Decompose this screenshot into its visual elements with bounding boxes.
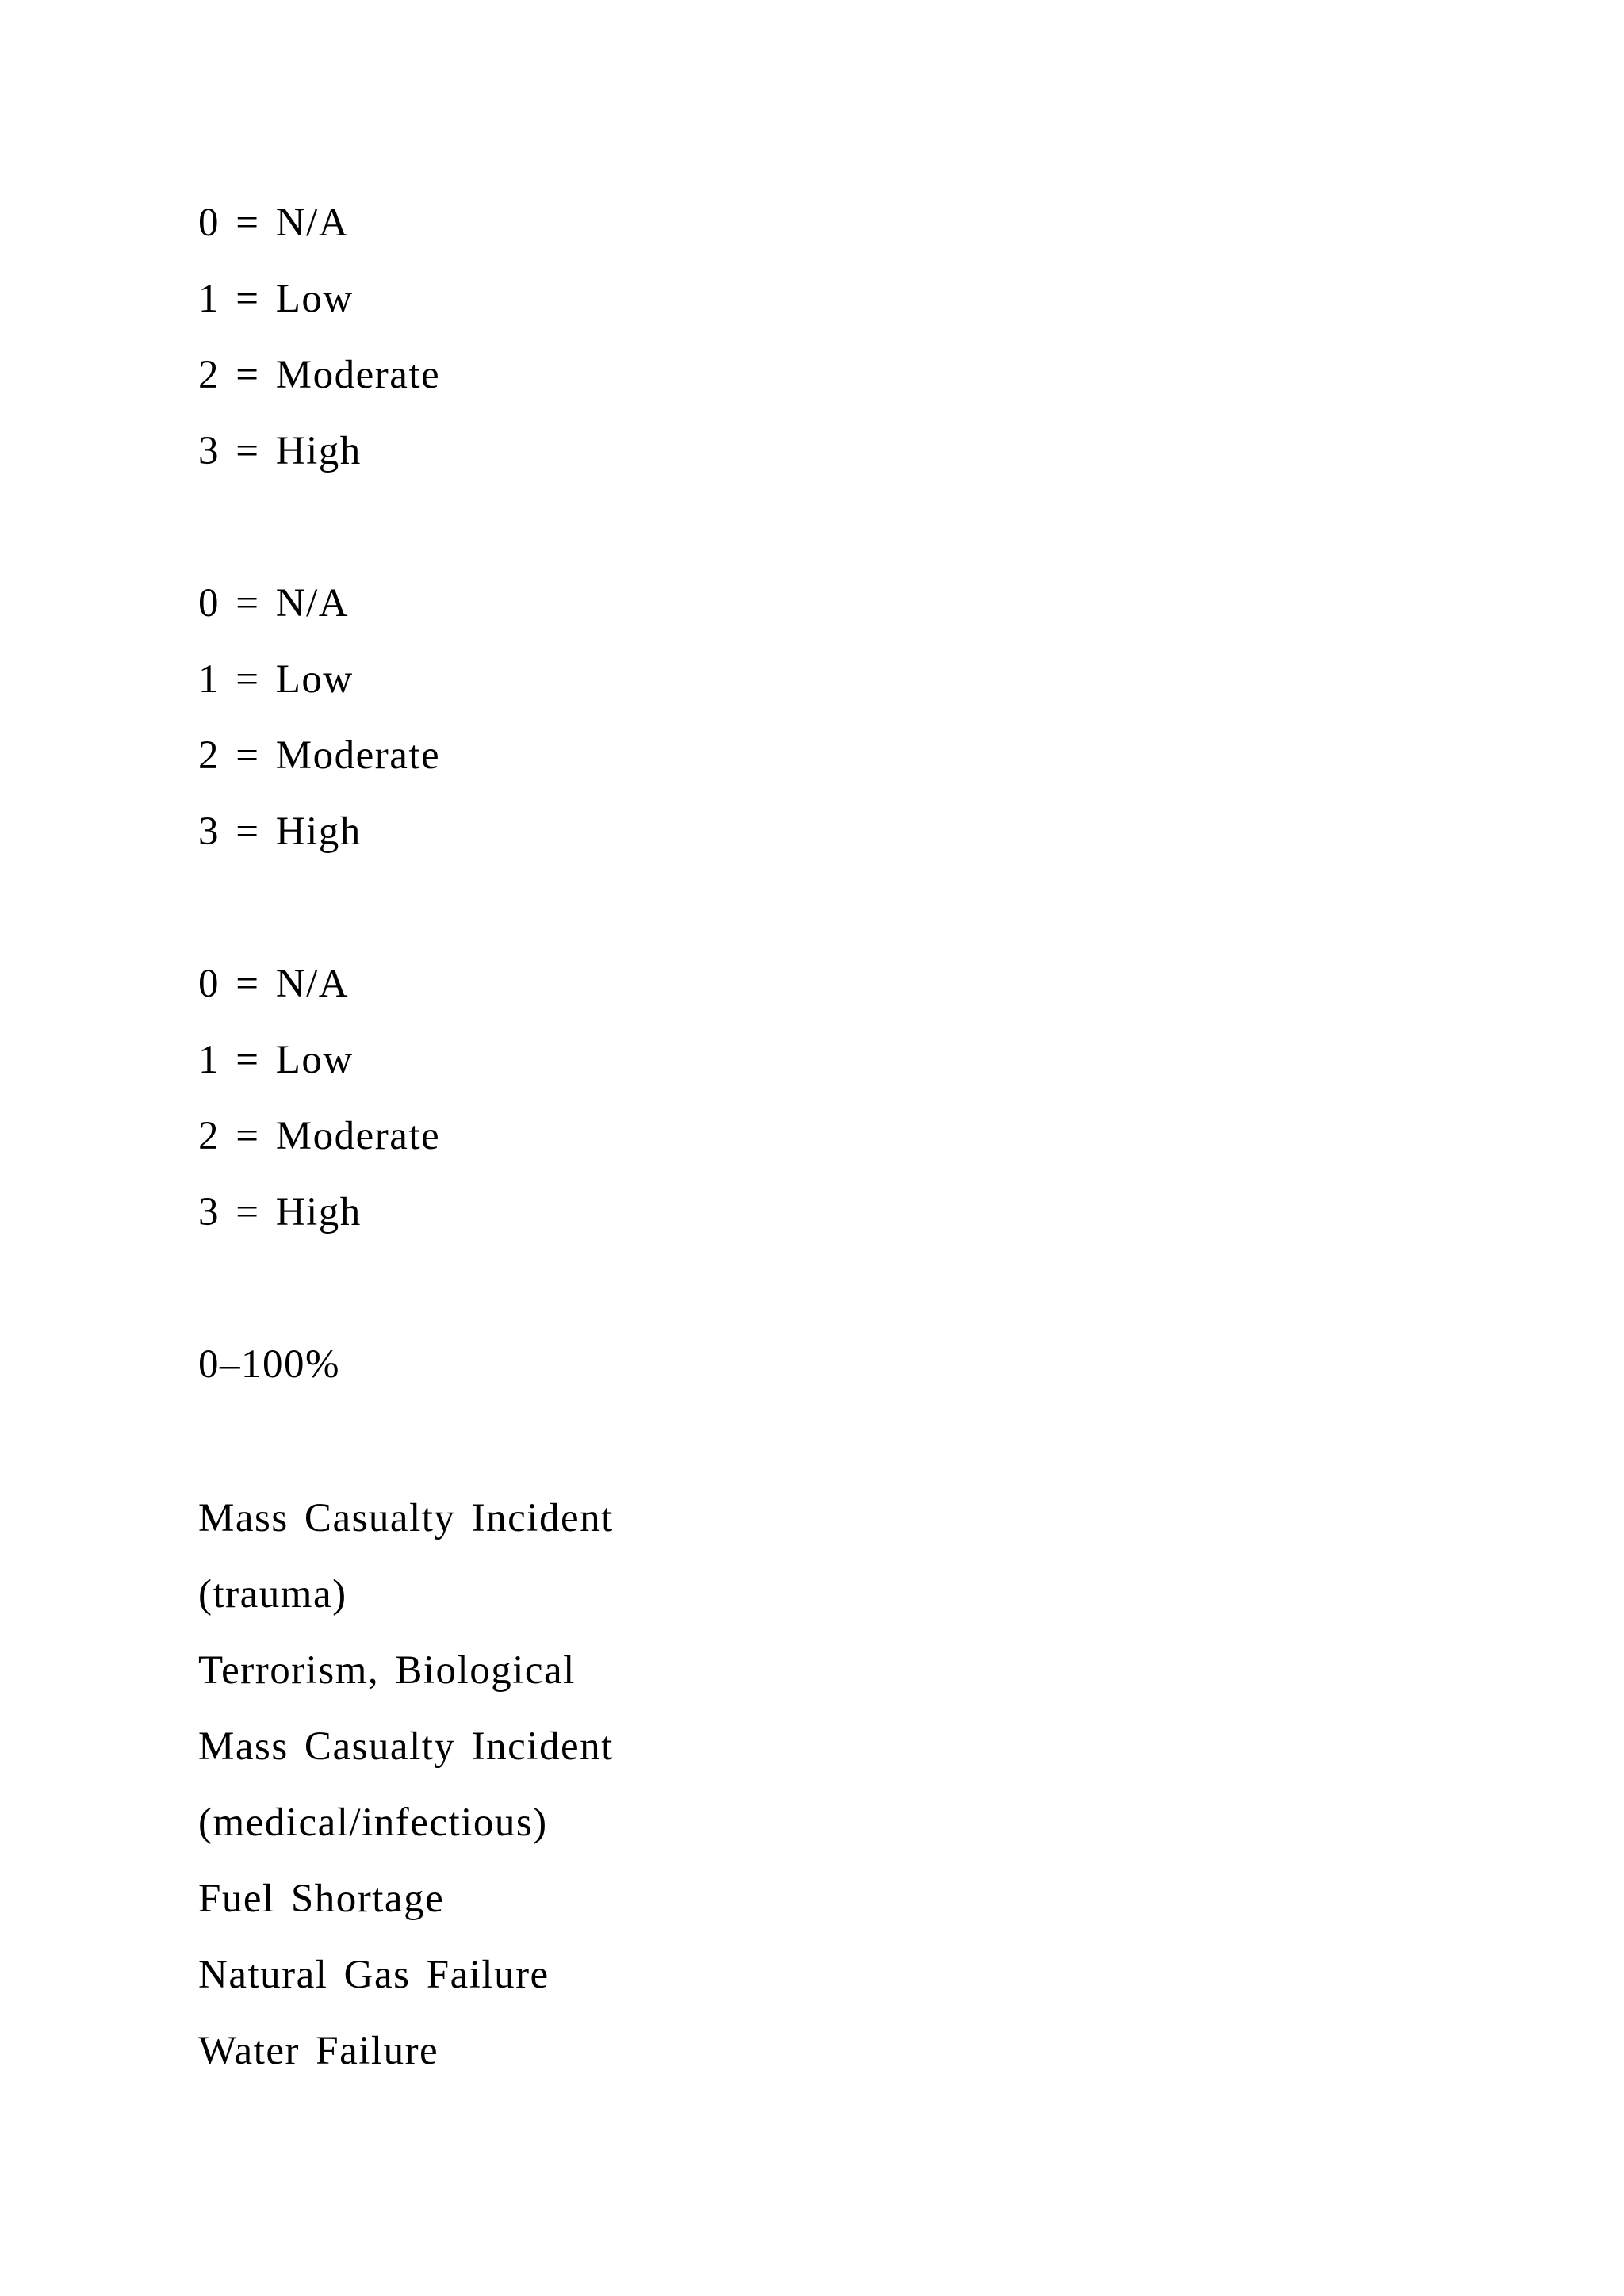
scale-item: 2 = Moderate (198, 733, 441, 778)
scale-item: 2 = Moderate (198, 1114, 441, 1158)
scale-item: 0 = N/A (198, 201, 350, 245)
scale-item: 0 = N/A (198, 581, 350, 626)
hazard-item: Terrorism, Biological (198, 1648, 576, 1693)
hazard-item: Water Failure (198, 2029, 439, 2073)
hazard-item: (trauma) (198, 1572, 347, 1617)
hazard-item: Mass Casualty Incident (198, 1724, 614, 1769)
hazard-item: Natural Gas Failure (198, 1953, 550, 1997)
scale-item: 1 = Low (198, 277, 354, 321)
hazard-item: (medical/infectious) (198, 1800, 548, 1845)
hazard-item: Fuel Shortage (198, 1877, 445, 1921)
scale-item: 3 = High (198, 429, 362, 473)
rating-scale-list (198, 185, 440, 489)
hazard-item: Mass Casualty Incident (198, 1496, 614, 1540)
rating-scale-list (198, 946, 440, 1250)
hazard-list (198, 1480, 614, 2089)
percentage-range (198, 1326, 340, 1402)
scale-item: 2 = Moderate (198, 353, 441, 397)
scale-item: 0 = N/A (198, 962, 350, 1006)
scale-item: 1 = Low (198, 657, 354, 702)
scale-item: 3 = High (198, 1190, 362, 1234)
range-text: 0–100% (198, 1342, 340, 1387)
scale-item: 3 = High (198, 809, 362, 854)
rating-scale-list (198, 565, 440, 870)
scale-item: 1 = Low (198, 1038, 354, 1082)
